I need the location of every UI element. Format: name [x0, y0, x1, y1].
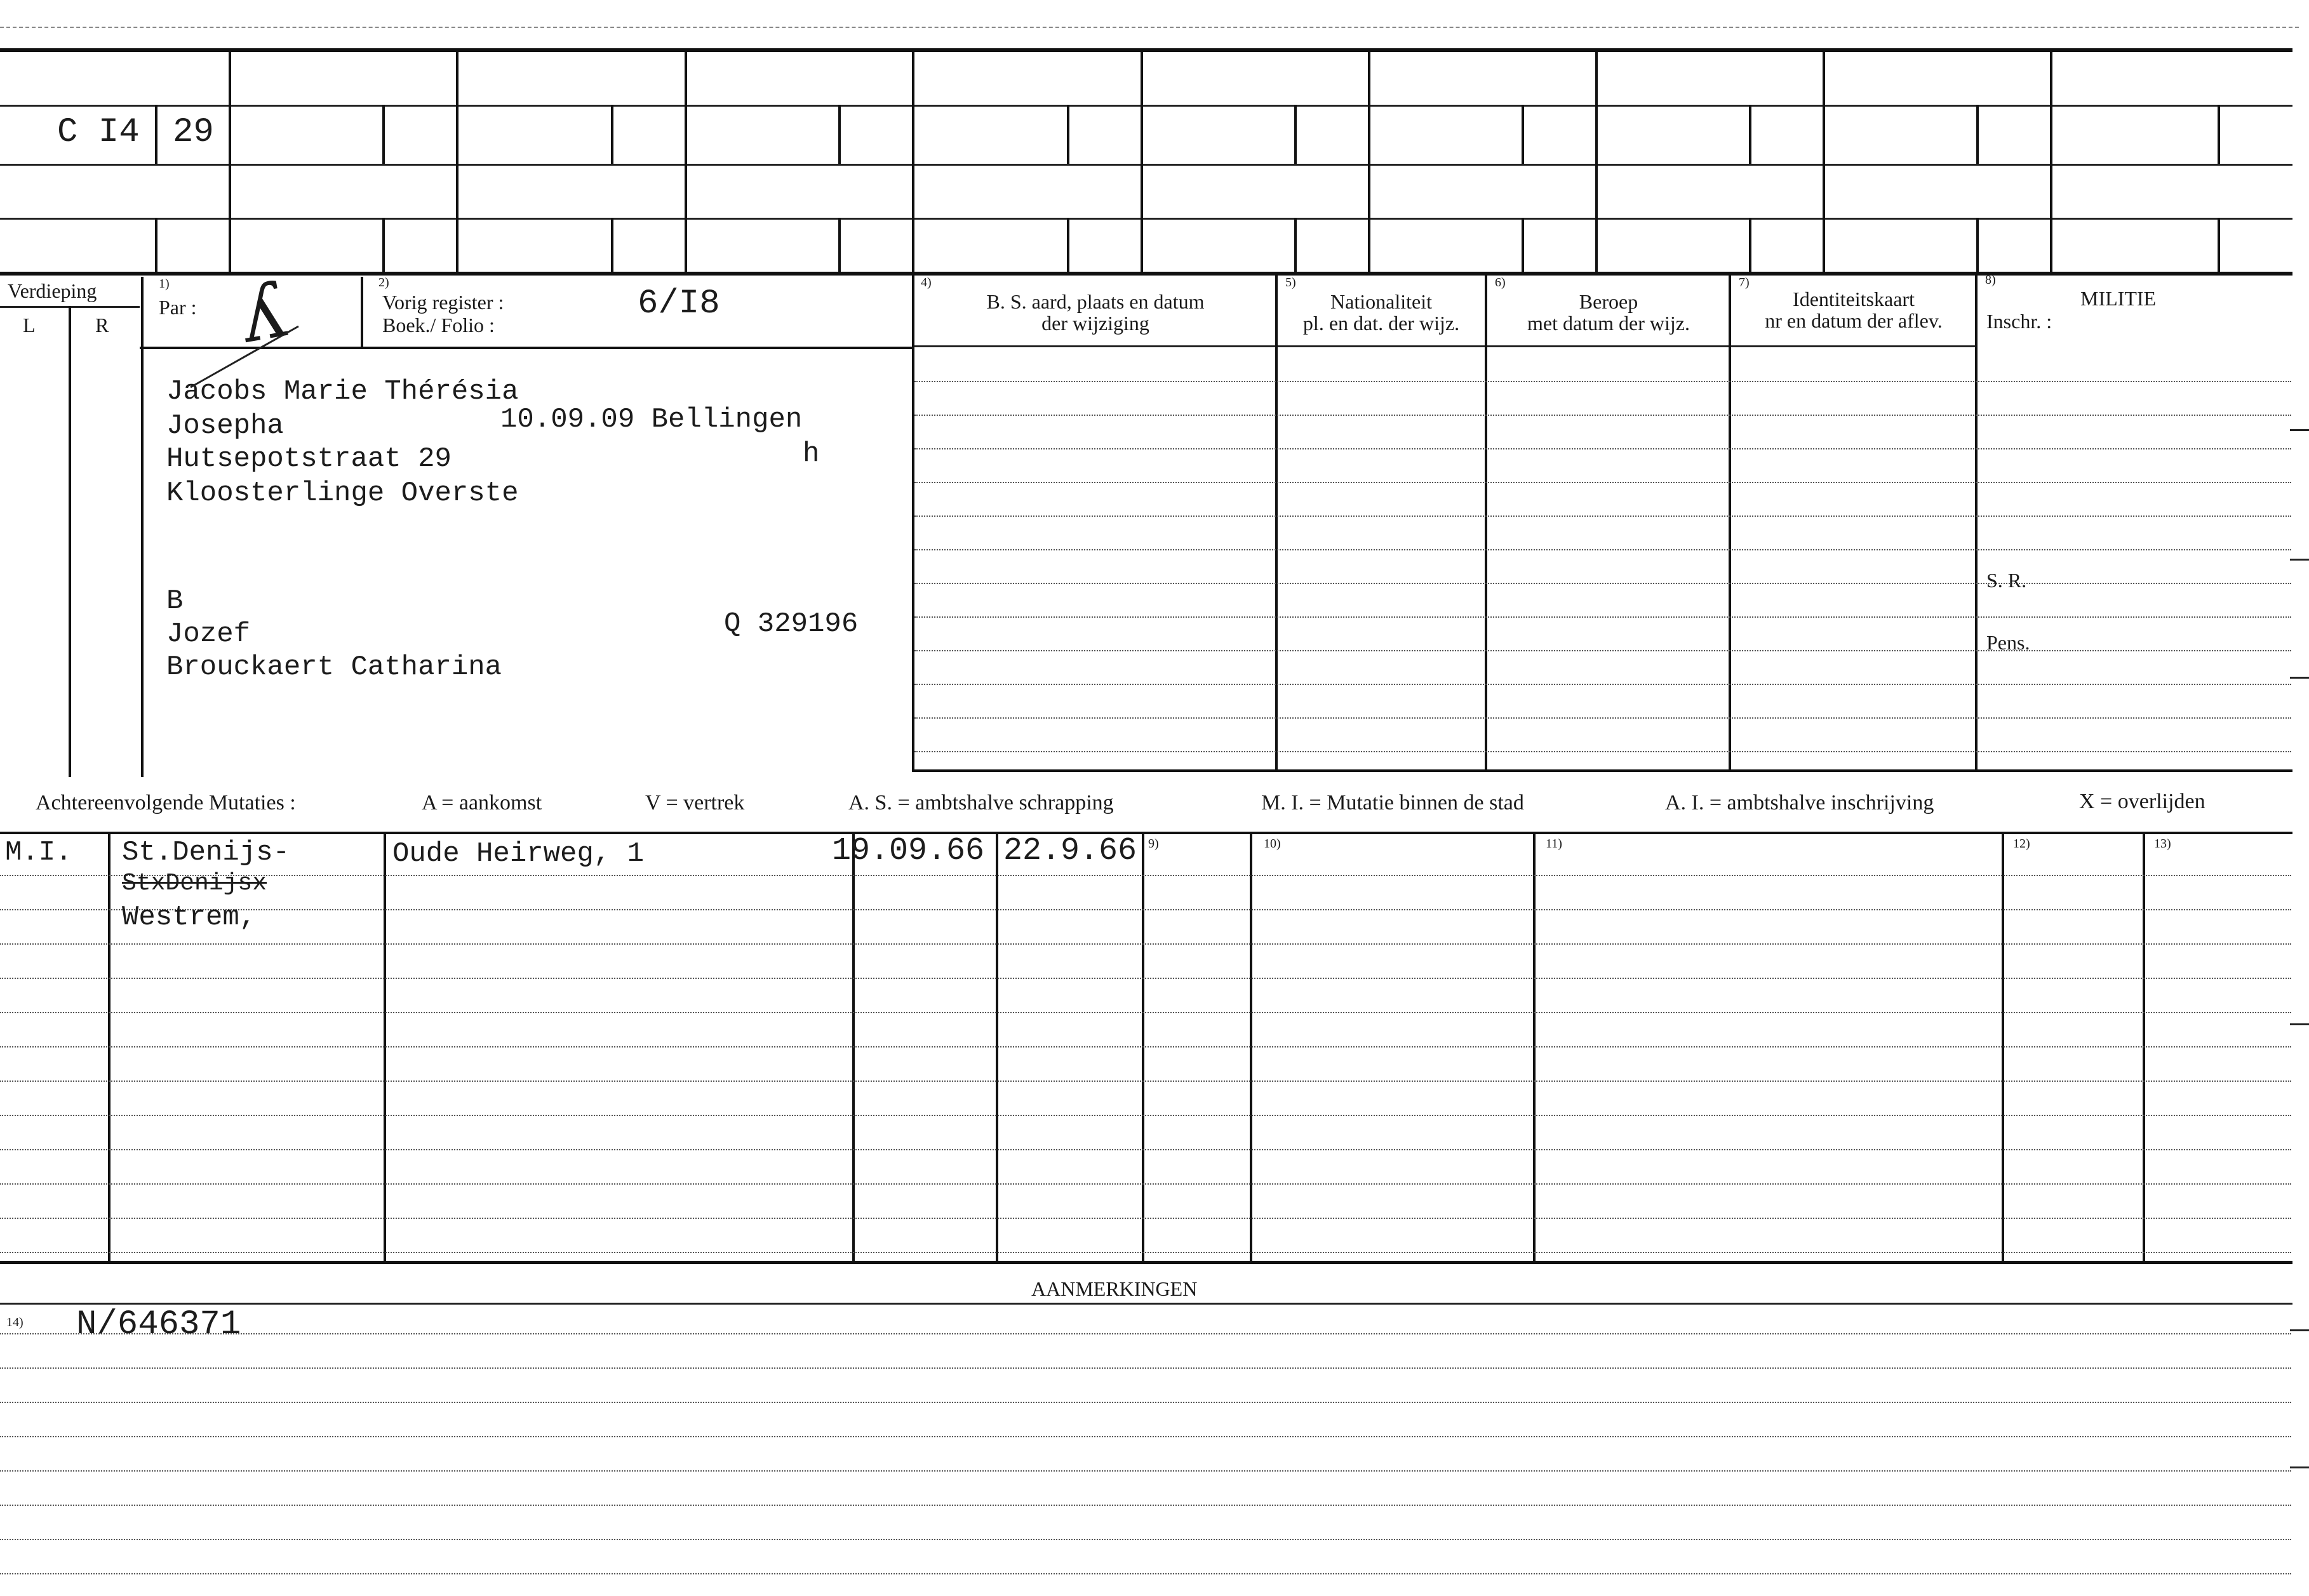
- col4-header-line2: der wijziging: [1041, 312, 1149, 335]
- sr-label: S. R.: [1986, 569, 2027, 592]
- handwritten-mark: ʎ: [234, 266, 292, 361]
- person-name: Jacobs Marie Thérésia: [166, 376, 519, 408]
- legend-title: Achtereenvolgende Mutaties :: [36, 791, 296, 815]
- mutation-type: M.I.: [5, 837, 72, 868]
- col7-number: 7): [1739, 276, 1750, 289]
- verdieping-r: R: [95, 314, 109, 336]
- pens-label: Pens.: [1986, 631, 2030, 654]
- col1-number: 1): [159, 277, 170, 291]
- col5-header-line1: Nationaliteit: [1330, 290, 1432, 313]
- col7-header-line1: Identiteitskaart: [1793, 288, 1915, 310]
- col7-header-line2: nr en datum der aflev.: [1765, 309, 1943, 332]
- col10-number: 10): [1264, 837, 1281, 851]
- col6-number: 6): [1495, 276, 1506, 289]
- mutation-place-line2: Westrem,: [122, 901, 257, 933]
- col12-number: 12): [2013, 837, 2030, 851]
- col5-header-line2: pl. en dat. der wijz.: [1302, 312, 1460, 335]
- person-mark-h: h: [803, 438, 820, 470]
- remarks-value: N/646371: [76, 1305, 241, 1344]
- legend-x: X = overlijden: [2079, 790, 2205, 813]
- legend-ai: A. I. = ambtshalve inschrijving: [1665, 791, 1934, 815]
- grid-code: C I4: [57, 113, 140, 152]
- col13-number: 13): [2154, 837, 2171, 851]
- vorig-register-value: 6/I8: [638, 284, 720, 323]
- col11-number: 11): [1546, 837, 1562, 851]
- person-second-name: Josepha: [166, 410, 284, 442]
- remarks-title: AANMERKINGEN: [1031, 1277, 1198, 1300]
- par-label: Par :: [159, 296, 197, 319]
- person-street: Hutsepotstraat 29: [166, 443, 452, 475]
- militie-title: MILITIE: [2080, 287, 2157, 310]
- legend-as: A. S. = ambtshalve schrapping: [848, 791, 1114, 815]
- col5-number: 5): [1285, 276, 1296, 289]
- vorig-register-label: Vorig register :: [382, 291, 504, 314]
- mutation-date1: 19.09.66: [832, 833, 985, 869]
- person-b: B: [166, 585, 184, 617]
- person-card: Q 329196: [724, 608, 859, 640]
- mutation-address: Oude Heirweg, 1: [392, 838, 645, 870]
- legend-mi: M. I. = Mutatie binnen de stad: [1261, 791, 1524, 815]
- col6-header-line1: Beroep: [1579, 290, 1638, 313]
- person-occupation: Kloosterlinge Overste: [166, 477, 519, 509]
- mutation-date2: 22.9.66: [1003, 833, 1137, 869]
- person-mother: Brouckaert Catharina: [166, 651, 502, 683]
- col6-header-line2: met datum der wijz.: [1527, 312, 1690, 335]
- boek-folio-label: Boek./ Folio :: [382, 314, 495, 336]
- col9-number: 9): [1148, 837, 1159, 851]
- legend-v: V = vertrek: [645, 791, 745, 815]
- verdieping-l: L: [23, 314, 36, 336]
- person-birth: 10.09.09 Bellingen: [500, 404, 803, 436]
- legend-a: A = aankomst: [422, 791, 542, 815]
- person-father: Jozef: [166, 618, 251, 650]
- mutation-place: St.Denijs-: [122, 837, 290, 868]
- col2-number: 2): [378, 276, 389, 289]
- col8-number: 8): [1985, 273, 1996, 287]
- mutation-place-struck: StxDenijsx: [122, 870, 267, 897]
- col4-header-line1: B. S. aard, plaats en datum: [986, 290, 1205, 313]
- grid-number: 29: [173, 113, 214, 152]
- col4-number: 4): [921, 276, 932, 289]
- remarks-number: 14): [6, 1315, 23, 1329]
- inschr-label: Inschr. :: [1986, 310, 2052, 333]
- verdieping-label: Verdieping: [8, 279, 97, 302]
